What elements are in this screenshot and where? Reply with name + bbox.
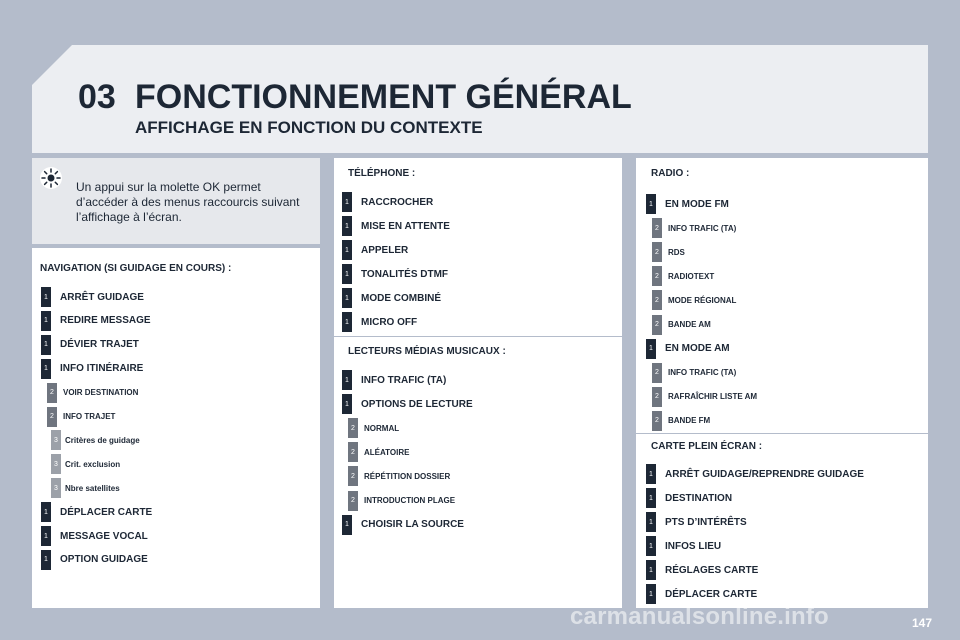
menu-item[interactable] xyxy=(47,407,115,427)
level-badge: 1 xyxy=(41,526,51,546)
menu-item-label: MODE RÉGIONAL xyxy=(668,295,737,305)
menu-item-label: Crit. exclusion xyxy=(65,459,121,469)
menu-item-label: DÉPLACER CARTE xyxy=(60,506,153,518)
level-badge: 1 xyxy=(41,550,51,570)
level-badge: 3 xyxy=(51,430,61,450)
divider xyxy=(334,336,622,337)
level-badge: 1 xyxy=(646,464,656,484)
menu-item[interactable] xyxy=(51,478,120,498)
menu-item-label: BANDE AM xyxy=(668,320,711,329)
menu-item[interactable] xyxy=(646,536,721,556)
menu-item[interactable] xyxy=(41,526,148,546)
menu-item-label: RÉGLAGES CARTE xyxy=(665,564,759,576)
menu-item[interactable] xyxy=(646,194,729,214)
menu-item[interactable] xyxy=(51,430,140,450)
level-badge: 1 xyxy=(646,536,656,556)
menu-item-label: MICRO OFF xyxy=(361,316,418,328)
level-badge: 1 xyxy=(342,312,352,332)
menu-item[interactable] xyxy=(348,442,409,462)
level-badge: 2 xyxy=(652,218,662,238)
level-badge: 2 xyxy=(348,442,358,462)
menu-item-label: RACCROCHER xyxy=(361,196,434,208)
chapter-number: 03 xyxy=(78,78,116,116)
menu-item[interactable] xyxy=(342,264,448,284)
menu-item-label: RÉPÉTITION DOSSIER xyxy=(364,471,451,481)
menu-item[interactable] xyxy=(652,411,710,431)
level-badge: 2 xyxy=(47,383,57,403)
level-badge: 1 xyxy=(342,216,352,236)
level-badge: 1 xyxy=(342,264,352,284)
level-badge: 1 xyxy=(646,194,656,214)
level-badge: 1 xyxy=(342,370,352,390)
level-badge: 2 xyxy=(652,411,662,431)
menu-item-label: MISE EN ATTENTE xyxy=(361,220,450,232)
level-badge: 3 xyxy=(51,478,61,498)
menu-item-label: Nbre satellites xyxy=(65,483,120,493)
level-badge: 1 xyxy=(41,287,51,307)
menu-item-label: MESSAGE VOCAL xyxy=(60,530,148,542)
menu-item[interactable] xyxy=(348,418,399,438)
level-badge: 1 xyxy=(342,192,352,212)
divider xyxy=(636,433,928,434)
watermark: carmanualsonline.info xyxy=(570,603,829,630)
menu-item[interactable] xyxy=(342,288,441,308)
menu-item-label: RDS xyxy=(668,247,685,257)
menu-item-label: DÉVIER TRAJET xyxy=(60,339,139,351)
level-badge: 1 xyxy=(41,335,51,355)
menu-item-label: INFOS LIEU xyxy=(665,540,722,552)
level-badge: 1 xyxy=(342,515,352,535)
menu-item[interactable] xyxy=(41,359,143,379)
level-badge: 1 xyxy=(342,394,352,414)
level-badge: 2 xyxy=(348,491,358,511)
menu-item[interactable] xyxy=(342,216,450,236)
menu-item[interactable] xyxy=(348,491,455,511)
menu-item[interactable] xyxy=(47,383,138,403)
level-badge: 1 xyxy=(646,488,656,508)
menu-item-label: BANDE FM xyxy=(668,416,711,426)
menu-item[interactable] xyxy=(41,550,148,570)
menu-item-label: INFO ITINÉRAIRE xyxy=(60,363,144,375)
level-badge: 1 xyxy=(646,339,656,359)
menu-item-label: INFO TRAFIC (TA) xyxy=(668,368,737,378)
level-badge: 1 xyxy=(41,502,51,522)
menu-item-label: INFO TRAJET xyxy=(63,412,116,421)
menu-item[interactable] xyxy=(652,242,685,262)
level-badge: 1 xyxy=(342,288,352,308)
level-badge: 2 xyxy=(348,466,358,486)
level-badge: 1 xyxy=(646,584,656,604)
level-badge: 1 xyxy=(646,560,656,580)
menu-item[interactable] xyxy=(646,560,758,580)
level-badge: 2 xyxy=(652,315,662,335)
level-badge: 2 xyxy=(47,407,57,427)
menu-item-label: PTS D’INTÉRÊTS xyxy=(665,516,747,528)
level-badge: 1 xyxy=(41,359,51,379)
radio-heading: RADIO : xyxy=(651,168,690,179)
navigation-heading: NAVIGATION (SI GUIDAGE EN COURS) : xyxy=(40,263,232,274)
menu-item[interactable] xyxy=(652,290,736,310)
menu-item[interactable] xyxy=(646,584,757,604)
level-badge: 1 xyxy=(646,512,656,532)
fullmap-heading: CARTE PLEIN ÉCRAN : xyxy=(651,441,763,452)
menu-item[interactable] xyxy=(652,363,736,383)
menu-item[interactable] xyxy=(41,287,144,307)
menu-item-label: ALÉATOIRE xyxy=(364,447,410,457)
menu-item-label: TONALITÉS DTMF xyxy=(361,268,449,280)
menu-item[interactable] xyxy=(342,240,408,260)
menu-item-label: DÉPLACER CARTE xyxy=(665,588,758,600)
menu-item[interactable] xyxy=(652,266,714,286)
menu-item-label: DESTINATION xyxy=(665,492,733,504)
menu-item-label: MODE COMBINÉ xyxy=(361,292,441,304)
menu-item-label: OPTION GUIDAGE xyxy=(60,554,148,566)
menu-item-label: NORMAL xyxy=(364,423,400,433)
menu-item[interactable] xyxy=(652,315,711,335)
menu-item-label: ARRÊT GUIDAGE xyxy=(60,291,144,303)
page-title: FONCTIONNEMENT GÉNÉRAL xyxy=(135,78,632,116)
tip-text: Un appui sur la molette OK permet d’accéder à des menus raccourcis suivant l’affichage à l’écran. xyxy=(76,180,300,224)
menu-item-label: INFO TRAFIC (TA) xyxy=(668,223,737,233)
menu-item-label: EN MODE FM xyxy=(665,198,729,210)
menu-item-label: Critères de guidage xyxy=(65,435,140,445)
level-badge: 2 xyxy=(652,387,662,407)
menu-item-label: ARRÊT GUIDAGE/REPRENDRE GUIDAGE xyxy=(665,468,864,480)
menu-item-label: EN MODE AM xyxy=(665,343,730,355)
menu-item[interactable] xyxy=(342,394,473,414)
menu-item[interactable] xyxy=(646,512,747,532)
menu-item[interactable] xyxy=(342,192,433,212)
level-badge: 2 xyxy=(652,363,662,383)
level-badge: 1 xyxy=(342,240,352,260)
menu-item[interactable] xyxy=(652,387,757,407)
media-heading: LECTEURS MÉDIAS MUSICAUX : xyxy=(348,346,506,357)
menu-item[interactable] xyxy=(652,218,736,238)
menu-item-label: REDIRE MESSAGE xyxy=(60,315,151,327)
menu-item[interactable] xyxy=(342,312,417,332)
menu-item[interactable] xyxy=(342,515,464,535)
level-badge: 2 xyxy=(652,266,662,286)
menu-item-label: VOIR DESTINATION xyxy=(63,388,139,398)
page-subtitle: AFFICHAGE EN FONCTION DU CONTEXTE xyxy=(135,118,483,137)
menu-item-label: APPELER xyxy=(361,244,409,256)
menu-item-label: CHOISIR LA SOURCE xyxy=(361,519,464,531)
level-badge: 2 xyxy=(348,418,358,438)
telephone-heading: TÉLÉPHONE : xyxy=(348,168,416,179)
menu-item[interactable] xyxy=(646,339,730,359)
menu-item-label: RADIOTEXT xyxy=(668,271,715,281)
menu-item[interactable] xyxy=(342,370,446,390)
menu-item[interactable] xyxy=(41,502,152,522)
menu-item[interactable] xyxy=(646,464,864,484)
level-badge: 2 xyxy=(652,242,662,262)
menu-item-label: RAFRAÎCHIR LISTE AM xyxy=(668,392,758,402)
menu-item[interactable] xyxy=(51,454,120,474)
menu-item-label: OPTIONS DE LECTURE xyxy=(361,398,473,410)
level-badge: 2 xyxy=(652,290,662,310)
sun-icon xyxy=(38,165,64,191)
level-badge: 3 xyxy=(51,454,61,474)
menu-item-label: INFO TRAFIC (TA) xyxy=(361,374,447,386)
menu-item[interactable] xyxy=(646,488,732,508)
menu-item[interactable] xyxy=(348,466,450,486)
menu-item-label: INTRODUCTION PLAGE xyxy=(364,496,456,505)
menu-item[interactable] xyxy=(41,311,151,331)
level-badge: 1 xyxy=(41,311,51,331)
menu-item[interactable] xyxy=(41,335,139,355)
page-number: 147 xyxy=(911,616,932,630)
